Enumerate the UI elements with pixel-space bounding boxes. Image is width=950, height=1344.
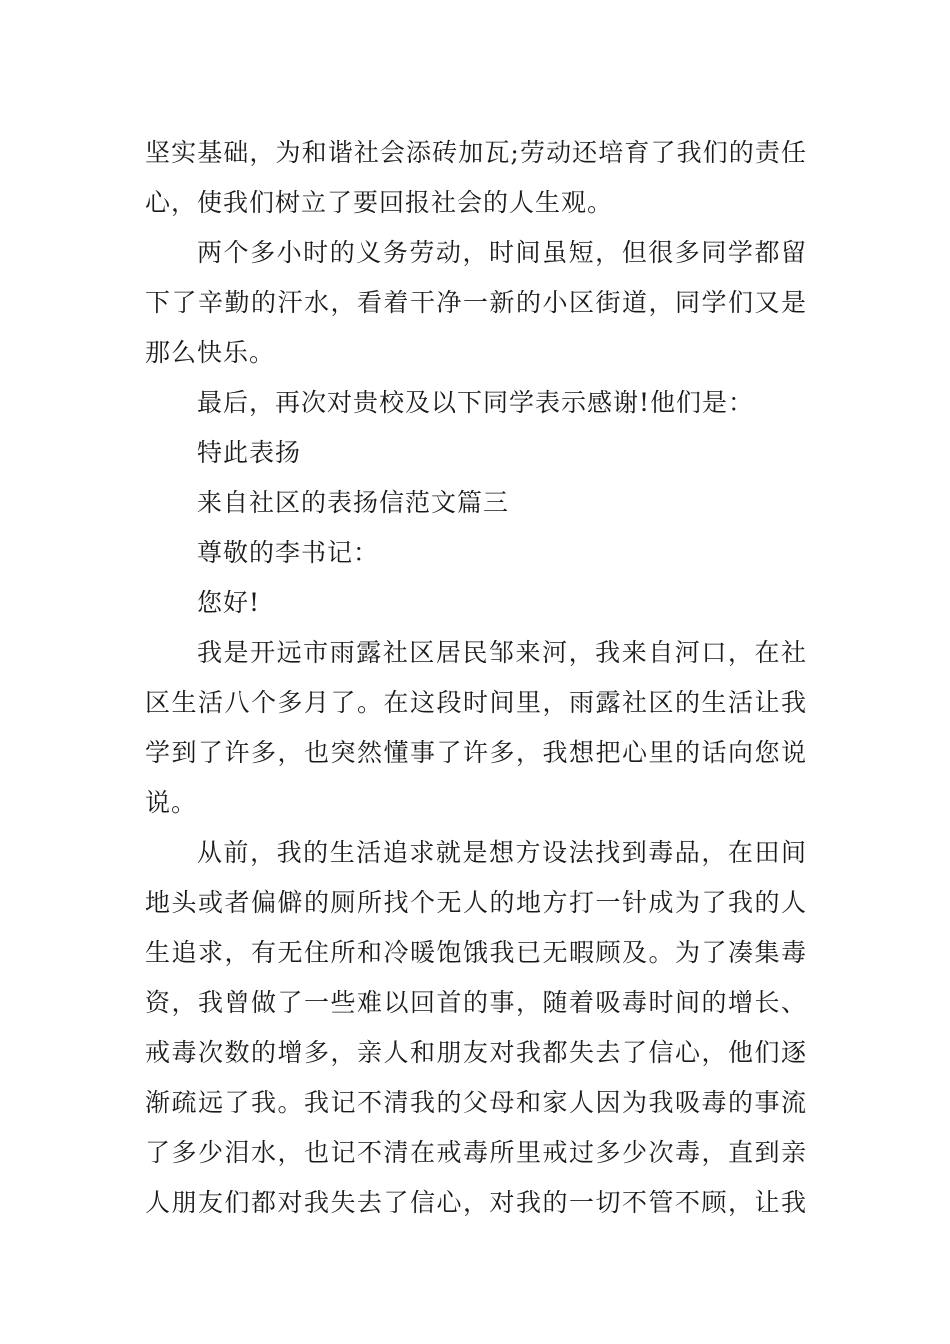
text-line-12: 区生活八个多月了。在这段时间里，雨露社区的生活让我 [145, 688, 807, 717]
text-line-20: 渐疏远了我。我记不清我的父母和家人因为我吸毒的事流 [145, 1088, 807, 1117]
text-line-16: 地头或者偏僻的厕所找个无人的地方打一针成为了我的人 [145, 888, 807, 917]
paragraph-line-7: 特此表扬 [197, 438, 302, 467]
paragraph-start-line-15: 从前，我的生活追求就是想方设法找到毒品，在田间 [197, 838, 807, 867]
text-line-21: 了多少泪水，也记不清在戒毒所里戒过多少次毒，直到亲 [145, 1138, 807, 1167]
text-line-22: 人朋友们都对我失去了信心，对我的一切不管不顾，让我 [145, 1188, 807, 1217]
text-line-18: 资，我曾做了一些难以回首的事，随着吸毒时间的增长、 [145, 988, 807, 1017]
paragraph-start-line-6: 最后，再次对贵校及以下同学表示感谢!他们是： [197, 388, 755, 417]
greeting: 您好! [197, 588, 261, 617]
text-line-14: 说。 [145, 788, 198, 817]
document-body [145, 128, 807, 1228]
text-line-5: 那么快乐。 [145, 338, 276, 367]
section-heading: 来自社区的表扬信范文篇三 [197, 488, 510, 517]
text-line-2: 心，使我们树立了要回报社会的人生观。 [145, 188, 614, 217]
text-line-13: 学到了许多，也突然懂事了许多，我想把心里的话向您说 [145, 738, 807, 767]
text-line-1: 坚实基础，为和谐社会添砖加瓦;劳动还培育了我们的责任 [145, 138, 807, 167]
text-line-19: 戒毒次数的增多，亲人和朋友对我都失去了信心，他们逐 [145, 1038, 807, 1067]
paragraph-start-line-3: 两个多小时的义务劳动，时间虽短，但很多同学都留 [197, 238, 807, 267]
salutation: 尊敬的李书记： [197, 538, 380, 567]
text-line-4: 下了辛勤的汗水，看着干净一新的小区街道，同学们又是 [145, 288, 807, 317]
paragraph-start-line-11: 我是开远市雨露社区居民邹来河，我来自河口，在社 [197, 638, 807, 667]
text-line-17: 生追求，有无住所和冷暖饱饿我已无暇顾及。为了凑集毒 [145, 938, 807, 967]
